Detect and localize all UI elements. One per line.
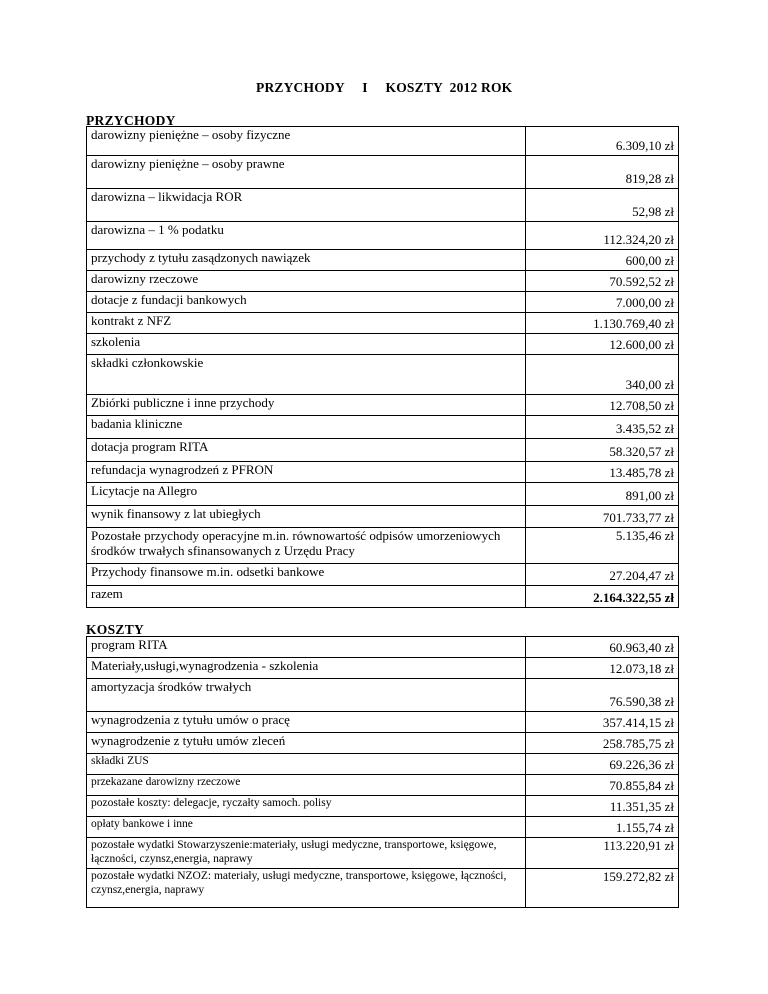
row-label: Zbiórki publiczne i inne przychody — [87, 395, 526, 416]
table-row — [87, 292, 679, 313]
row-value: 701.733,77 zł — [526, 506, 679, 528]
table-row — [87, 528, 679, 564]
table-row — [87, 483, 679, 506]
row-label: Licytacje na Allegro — [87, 483, 526, 506]
table-row — [87, 462, 679, 483]
table-row — [87, 416, 679, 439]
costs-heading: KOSZTY — [86, 622, 145, 637]
row-value: 60.963,40 zł — [526, 637, 679, 658]
row-value: 13.485,78 zł — [526, 462, 679, 483]
title-part-and: I — [362, 80, 368, 95]
row-value: 7.000,00 zł — [526, 292, 679, 313]
row-value: 113.220,91 zł — [526, 838, 679, 869]
row-label: szkolenia — [87, 334, 526, 355]
row-label: dotacja program RITA — [87, 439, 526, 462]
total-value: 2.164.322,55 zł — [526, 586, 679, 608]
row-label: wynagrodzenie z tytułu umów zleceń — [87, 733, 526, 754]
row-value: 69.226,36 zł — [526, 754, 679, 775]
row-label: pozostałe wydatki Stowarzyszenie:materiały, usługi medyczne, transportowe, księgowe, łączności, czynsz,energia, naprawy — [87, 838, 526, 869]
row-value: 12.073,18 zł — [526, 658, 679, 679]
row-label: refundacja wynagrodzeń z PFRON — [87, 462, 526, 483]
title-part-income: PRZYCHODY — [256, 80, 345, 95]
table-row — [87, 271, 679, 292]
row-value: 600,00 zł — [526, 250, 679, 271]
row-value: 1.155,74 zł — [526, 817, 679, 838]
table-row — [87, 838, 679, 869]
row-value: 76.590,38 zł — [526, 679, 679, 712]
row-value: 5.135,46 zł — [526, 528, 679, 564]
table-row — [87, 355, 679, 395]
table-row — [87, 637, 679, 658]
row-value: 258.785,75 zł — [526, 733, 679, 754]
row-label: dotacje z fundacji bankowych — [87, 292, 526, 313]
table-row — [87, 156, 679, 189]
row-label: przychody z tytułu zasądzonych nawiązek — [87, 250, 526, 271]
row-label: darowizny pieniężne – osoby fizyczne — [87, 127, 526, 156]
row-label: opłaty bankowe i inne — [87, 817, 526, 838]
row-label: kontrakt z NFZ — [87, 313, 526, 334]
table-row — [87, 313, 679, 334]
row-value: 11.351,35 zł — [526, 796, 679, 817]
table-row — [87, 439, 679, 462]
table-row — [87, 334, 679, 355]
row-value: 112.324,20 zł — [526, 222, 679, 250]
table-row — [87, 775, 679, 796]
row-label: składki członkowskie — [87, 355, 526, 395]
title-part-costs: KOSZTY 2012 ROK — [385, 80, 513, 95]
row-value: 58.320,57 zł — [526, 439, 679, 462]
row-label: składki ZUS — [87, 754, 526, 775]
table-row — [87, 564, 679, 586]
row-label: badania kliniczne — [87, 416, 526, 439]
table-row — [87, 127, 679, 156]
total-row — [87, 586, 679, 608]
row-label: razem — [87, 586, 526, 608]
table-row — [87, 679, 679, 712]
row-value: 70.592,52 zł — [526, 271, 679, 292]
row-value: 340,00 zł — [526, 355, 679, 395]
row-label: przekazane darowizny rzeczowe — [87, 775, 526, 796]
row-label: Pozostałe przychody operacyjne m.in. równowartość odpisów umorzeniowych środków trwałych sfinansowanych z Urzędu Pracy — [87, 528, 526, 564]
table-row — [87, 189, 679, 222]
row-label: darowizny pieniężne – osoby prawne — [87, 156, 526, 189]
row-label: Materiały,usługi,wynagrodzenia - szkolenia — [87, 658, 526, 679]
row-value: 27.204,47 zł — [526, 564, 679, 586]
row-value: 1.130.769,40 zł — [526, 313, 679, 334]
row-label: darowizna – 1 % podatku — [87, 222, 526, 250]
table-row — [87, 733, 679, 754]
row-value: 52,98 zł — [526, 189, 679, 222]
row-label: pozostałe koszty: delegacje, ryczałty samoch. polisy — [87, 796, 526, 817]
row-label: amortyzacja środków trwałych — [87, 679, 526, 712]
row-value: 12.708,50 zł — [526, 395, 679, 416]
row-label: darowizna – likwidacja ROR — [87, 189, 526, 222]
row-label: wynagrodzenia z tytułu umów o pracę — [87, 712, 526, 733]
row-label: program RITA — [87, 637, 526, 658]
income-table — [86, 126, 679, 608]
table-row — [87, 817, 679, 838]
table-row — [87, 796, 679, 817]
table-row — [87, 250, 679, 271]
row-value: 357.414,15 zł — [526, 712, 679, 733]
row-value: 3.435,52 zł — [526, 416, 679, 439]
row-value: 819,28 zł — [526, 156, 679, 189]
row-label: pozostałe wydatki NZOZ: materiały, usługi medyczne, transportowe, księgowe, łączności, czynsz,energia, naprawy — [87, 869, 526, 908]
table-row — [87, 754, 679, 775]
row-value: 891,00 zł — [526, 483, 679, 506]
table-row — [87, 222, 679, 250]
table-row — [87, 395, 679, 416]
table-row — [87, 869, 679, 908]
row-label: Przychody finansowe m.in. odsetki bankowe — [87, 564, 526, 586]
table-row — [87, 506, 679, 528]
row-value: 159.272,82 zł — [526, 869, 679, 908]
row-value: 6.309,10 zł — [526, 127, 679, 156]
costs-table — [86, 636, 679, 908]
table-row — [87, 712, 679, 733]
row-label: wynik finansowy z lat ubiegłych — [87, 506, 526, 528]
row-label: darowizny rzeczowe — [87, 271, 526, 292]
row-value: 12.600,00 zł — [526, 334, 679, 355]
row-value: 70.855,84 zł — [526, 775, 679, 796]
page-title — [256, 80, 512, 96]
table-row — [87, 658, 679, 679]
income-heading: PRZYCHODY — [86, 113, 176, 128]
